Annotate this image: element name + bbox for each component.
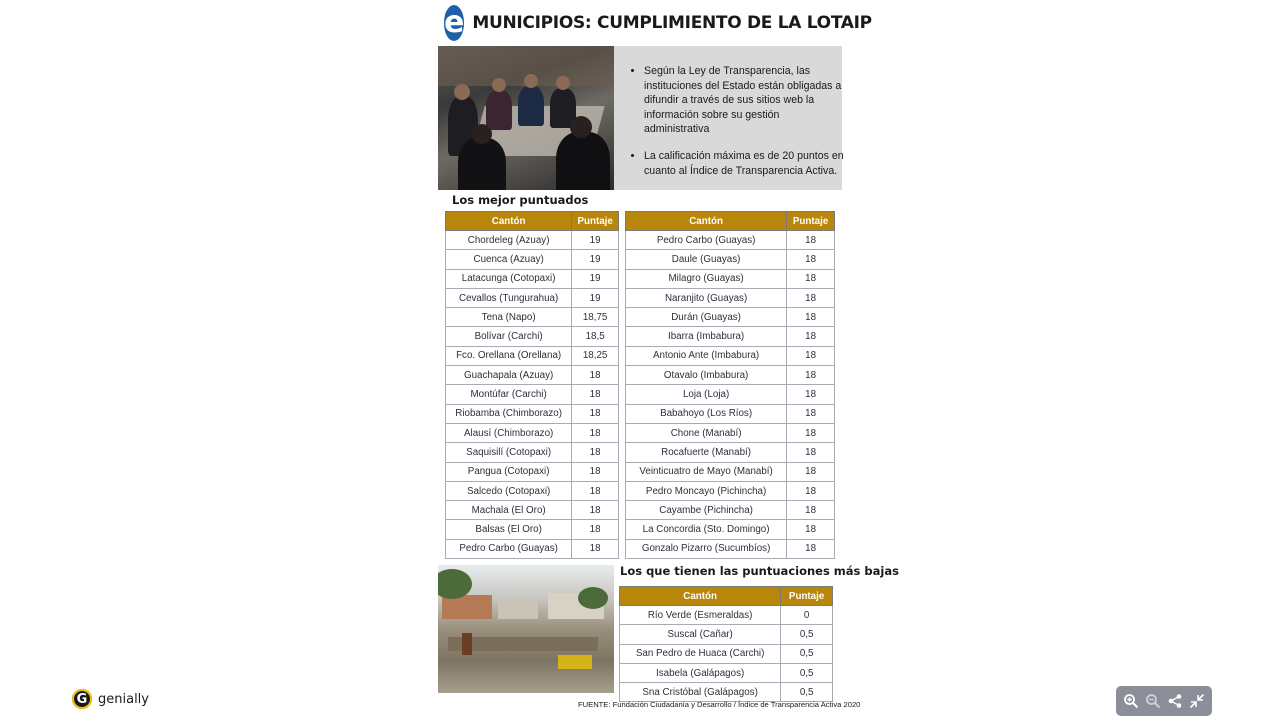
- table-row: [626, 327, 835, 346]
- worst-section-title: Los que tienen las puntuaciones más bajas: [620, 564, 899, 578]
- table-row: [446, 327, 619, 346]
- canton-cell: Tena (Napo): [446, 308, 572, 327]
- puntaje-cell: 18,25: [572, 346, 619, 365]
- page-title: MUNICIPIOS: CUMPLIMIENTO DE LA LOTAIP: [472, 13, 872, 33]
- genially-brand-link[interactable]: [72, 689, 149, 709]
- canton-cell: Gonzalo Pizarro (Sucumbíos): [626, 539, 787, 558]
- puntaje-cell: 19: [572, 250, 619, 269]
- canton-cell: Montúfar (Carchi): [446, 385, 572, 404]
- canton-cell: Pedro Carbo (Guayas): [446, 539, 572, 558]
- canton-cell: Otavalo (Imbabura): [626, 366, 787, 385]
- table-row: [446, 250, 619, 269]
- intro-bullet: • La calificación máxima es de 20 puntos en cuanto al Índice de Transparencia Activa.: [644, 149, 844, 178]
- source-note: FUENTE: Fundación Ciudadanía y Desarrollo / Índice de Transparencia Activa 2020: [578, 700, 861, 709]
- viewer-toolbar: [1116, 686, 1212, 716]
- table-row: [626, 443, 835, 462]
- collapse-icon[interactable]: [1187, 691, 1207, 711]
- canton-cell: Latacunga (Cotopaxi): [446, 269, 572, 288]
- table-row: [626, 288, 835, 307]
- canton-cell: Chordeleg (Azuay): [446, 231, 572, 250]
- puntaje-cell: 18: [572, 404, 619, 423]
- genially-logo-icon: G: [72, 689, 92, 709]
- canton-cell: Durán (Guayas): [626, 308, 787, 327]
- table-row: [626, 231, 835, 250]
- puntaje-cell: 18: [572, 423, 619, 442]
- canton-cell: Babahoyo (Los Ríos): [626, 404, 787, 423]
- meeting-photo: [438, 46, 614, 190]
- table-row: [626, 520, 835, 539]
- best-table-left: [445, 211, 619, 559]
- table-row: [446, 404, 619, 423]
- puntaje-cell: 18: [787, 520, 835, 539]
- puntaje-cell: 18: [787, 539, 835, 558]
- column-header-canton: Cantón: [620, 587, 781, 606]
- best-table-right: [625, 211, 835, 559]
- canton-cell: Veinticuatro de Mayo (Manabí): [626, 462, 787, 481]
- table-row: [446, 288, 619, 307]
- canton-cell: Cayambe (Pichincha): [626, 501, 787, 520]
- table-row: [446, 231, 619, 250]
- infographic: [438, 0, 899, 720]
- table-row: [626, 385, 835, 404]
- canton-cell: Chone (Manabí): [626, 423, 787, 442]
- puntaje-cell: 18: [787, 308, 835, 327]
- canton-cell: Cuenca (Azuay): [446, 250, 572, 269]
- table-row: [626, 269, 835, 288]
- canton-cell: Sna Cristóbal (Galápagos): [620, 683, 781, 702]
- puntaje-cell: 18: [787, 501, 835, 520]
- table-row: [446, 462, 619, 481]
- table-row: [446, 385, 619, 404]
- canton-cell: Balsas (El Oro): [446, 520, 572, 539]
- puntaje-cell: 18: [787, 385, 835, 404]
- puntaje-cell: 18: [787, 269, 835, 288]
- puntaje-cell: 19: [572, 288, 619, 307]
- table-row: [626, 501, 835, 520]
- canton-cell: Guachapala (Azuay): [446, 366, 572, 385]
- canton-cell: Ibarra (Imbabura): [626, 327, 787, 346]
- table-row: [626, 346, 835, 365]
- table-row: [446, 366, 619, 385]
- puntaje-cell: 18: [572, 462, 619, 481]
- puntaje-cell: 18: [787, 404, 835, 423]
- column-header-puntaje: Puntaje: [781, 587, 833, 606]
- infographic-header: [444, 4, 872, 42]
- canton-cell: Naranjito (Guayas): [626, 288, 787, 307]
- table-row: [446, 346, 619, 365]
- construction-photo: [438, 565, 614, 693]
- puntaje-cell: 18: [787, 481, 835, 500]
- puntaje-cell: 18: [787, 462, 835, 481]
- table-row: [446, 520, 619, 539]
- table-row: [626, 366, 835, 385]
- canton-cell: Antonio Ante (Imbabura): [626, 346, 787, 365]
- puntaje-cell: 18: [572, 539, 619, 558]
- worst-table: [619, 586, 833, 702]
- canton-cell: Saquisilí (Cotopaxi): [446, 443, 572, 462]
- puntaje-cell: 18: [572, 385, 619, 404]
- puntaje-cell: 18: [787, 346, 835, 365]
- column-header-puntaje: Puntaje: [572, 212, 619, 231]
- canton-cell: Daule (Guayas): [626, 250, 787, 269]
- puntaje-cell: 18: [787, 231, 835, 250]
- puntaje-cell: 18: [787, 423, 835, 442]
- zoom-in-icon[interactable]: [1121, 691, 1141, 711]
- puntaje-cell: 18,5: [572, 327, 619, 346]
- column-header-puntaje: Puntaje: [787, 212, 835, 231]
- intro-bullet: • Según la Ley de Transparencia, las instituciones del Estado están obligadas a difundir a través de sus sitios web la información sobre su gestión administrativa: [644, 64, 844, 137]
- canton-cell: Salcedo (Cotopaxi): [446, 481, 572, 500]
- puntaje-cell: 18: [572, 501, 619, 520]
- canton-cell: Pedro Carbo (Guayas): [626, 231, 787, 250]
- puntaje-cell: 0,5: [781, 644, 833, 663]
- canton-cell: Alausí (Chimborazo): [446, 423, 572, 442]
- canton-cell: Rocafuerte (Manabí): [626, 443, 787, 462]
- table-row: [626, 423, 835, 442]
- canton-cell: La Concordia (Sto. Domingo): [626, 520, 787, 539]
- canton-cell: Isabela (Galápagos): [620, 663, 781, 682]
- table-row: [620, 644, 833, 663]
- table-row: [446, 269, 619, 288]
- brand-name: genially: [98, 691, 149, 707]
- puntaje-cell: 18: [572, 366, 619, 385]
- zoom-out-icon[interactable]: [1143, 691, 1163, 711]
- table-row: [626, 539, 835, 558]
- column-header-canton: Cantón: [626, 212, 787, 231]
- canton-cell: Pedro Moncayo (Pichincha): [626, 481, 787, 500]
- table-row: [620, 663, 833, 682]
- table-row: [446, 501, 619, 520]
- share-icon[interactable]: [1165, 691, 1185, 711]
- puntaje-cell: 18: [787, 250, 835, 269]
- best-section-title: Los mejor puntuados: [452, 193, 589, 207]
- table-row: [446, 443, 619, 462]
- puntaje-cell: 0: [781, 606, 833, 625]
- puntaje-cell: 0,5: [781, 625, 833, 644]
- canton-cell: Machala (El Oro): [446, 501, 572, 520]
- puntaje-cell: 18: [787, 443, 835, 462]
- puntaje-cell: 19: [572, 231, 619, 250]
- canton-cell: San Pedro de Huaca (Carchi): [620, 644, 781, 663]
- table-row: [626, 462, 835, 481]
- canton-cell: Suscal (Cañar): [620, 625, 781, 644]
- canton-cell: Milagro (Guayas): [626, 269, 787, 288]
- puntaje-cell: 18: [787, 366, 835, 385]
- expreso-logo-icon: e: [444, 5, 465, 40]
- table-row: [446, 481, 619, 500]
- canton-cell: Riobamba (Chimborazo): [446, 404, 572, 423]
- table-row: [626, 481, 835, 500]
- column-header-canton: Cantón: [446, 212, 572, 231]
- table-row: [626, 308, 835, 327]
- canton-cell: Río Verde (Esmeraldas): [620, 606, 781, 625]
- canton-cell: Bolívar (Carchi): [446, 327, 572, 346]
- table-row: [620, 606, 833, 625]
- puntaje-cell: 0,5: [781, 683, 833, 702]
- table-row: [620, 625, 833, 644]
- intro-panel: [438, 46, 842, 190]
- table-row: [626, 404, 835, 423]
- canton-cell: Pangua (Cotopaxi): [446, 462, 572, 481]
- puntaje-cell: 18,75: [572, 308, 619, 327]
- puntaje-cell: 0,5: [781, 663, 833, 682]
- puntaje-cell: 18: [572, 520, 619, 539]
- table-row: [446, 308, 619, 327]
- canton-cell: Cevallos (Tungurahua): [446, 288, 572, 307]
- intro-bullets: [632, 64, 844, 190]
- puntaje-cell: 19: [572, 269, 619, 288]
- puntaje-cell: 18: [787, 288, 835, 307]
- canton-cell: Fco. Orellana (Orellana): [446, 346, 572, 365]
- table-row: [446, 423, 619, 442]
- canton-cell: Loja (Loja): [626, 385, 787, 404]
- puntaje-cell: 18: [572, 443, 619, 462]
- puntaje-cell: 18: [787, 327, 835, 346]
- puntaje-cell: 18: [572, 481, 619, 500]
- table-row: [626, 250, 835, 269]
- table-row: [446, 539, 619, 558]
